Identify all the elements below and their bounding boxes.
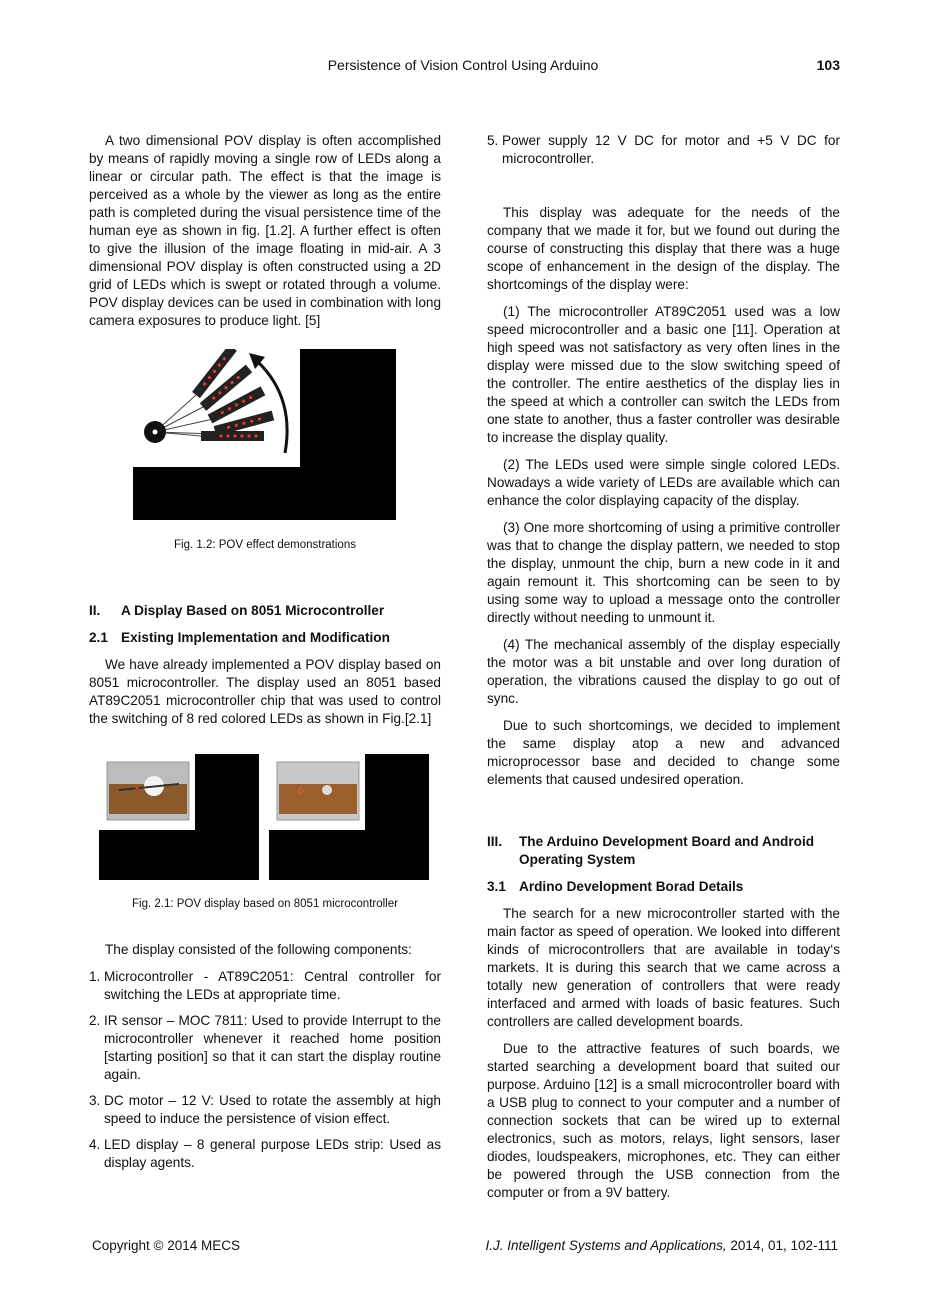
running-title: Persistence of Vision Control Using Arduino [327, 57, 599, 73]
list-item: 3. DC motor – 12 V: Used to rotate the assembly at high speed to induce the persistence of vision effect. [89, 1093, 441, 1126]
svg-text:⟐: ⟐ [297, 786, 305, 797]
list-item: 5. Power supply 12 V DC for motor and +5 V DC for microcontroller. [487, 133, 840, 166]
section-2-title: A Display Based on 8051 Microcontroller [121, 603, 385, 618]
journal-issue: 2014, 01, 102-111 [726, 1238, 838, 1253]
subsection-3-1-title: Ardino Development Borad Details [519, 879, 744, 894]
subsection-3-1-heading [487, 878, 840, 896]
shortcoming-4: (4) The mechanical assembly of the display especially the motor was a bit unstable and over long duration of operation, the vibrations caused the display to go out of sync. [487, 637, 840, 706]
section-2-number: II. [89, 603, 101, 618]
section-3-1-paragraph-b: Due to the attractive features of such boards, we started searching a development board that suited our purpose. Arduino [12] is a small microcontroller board with a USB plug to connect to your computer and a number of connection sockets that can be wired up to external electronics, such as motors, relays, light sensors, laser diodes, loudspeakers, microphones, etc. They can either be powered through the USB connection from the computer or from a 9V battery. [487, 1041, 840, 1200]
adequate-paragraph: This display was adequate for the needs of the company that we made it for, but we found out during the course of constructing this display that there was a huge scope of enhancement in the design of the display. The shortcomings of the display were: [487, 205, 840, 292]
components-intro: The display consisted of the following components: [105, 942, 412, 957]
pov-photo-left [99, 754, 259, 880]
shortcoming-2: (2) The LEDs used were simple single colored LEDs. Nowadays a wide variety of LEDs are available which can enhance the color displaying capacity of the display. [487, 457, 840, 508]
figure-2-1 [99, 754, 441, 880]
journal-name: I.J. Intelligent Systems and Applications, [485, 1238, 727, 1253]
journal-citation [486, 1238, 838, 1253]
due-paragraph: Due to such shortcomings, we decided to implement the same display atop a new and advanced microprocessor base and decided to change some elements that caused undesired operation. [487, 718, 840, 787]
subsection-2-1-number: 2.1 [89, 630, 108, 645]
section-3-number: III. [487, 834, 503, 849]
subsection-2-1-heading [89, 629, 441, 647]
section-2-1-paragraph: We have already implemented a POV display based on 8051 microcontroller. The display used an 8051 based AT89C2051 microcontroller chip that was used to control the switching of 8 red colored LEDs as shown in Fig.[2.1] [89, 657, 441, 726]
figure-1-2-caption: Fig. 1.2: POV effect demonstrations [174, 539, 356, 551]
shortcoming-1: (1) The microcontroller AT89C2051 used was a low speed microcontroller and a basic one [11]. Operation at high speed was not satisfactory as very often lines in the display were missed due to the slow switching speed of the controller. The entire aesthetics of the display lies in the speed at which a controller can switch the LEDs from one state to another, thus a faster controller was desirable to increase the display quality. [487, 304, 840, 445]
intro-paragraph: A two dimensional POV display is often accomplished by means of rapidly moving a single row of LEDs along a linear or circular path. The effect is that the image is perceived as a whole by the viewer as long as the entire path is completed during the visual persistence time of the human eye as shown in fig. [1.2]. A further effect is often to give the illusion of the image floating in mid-air. A 3 dimensional POV display is often constructed using a 2D grid of LEDs which is swept or rotated through a volume. POV display devices can be used in combination with long camera exposures to produce light. [5] [89, 133, 441, 328]
section-3-1-paragraph-a: The search for a new microcontroller started with the main factor as speed of operation. We looked into different kinds of microcontrollers that are available in today‘s markets. It is during this search that we came across a totally new generation of controllers that were ready interfaced and armed with loads of basic features. Such controllers are called development boards. [487, 906, 840, 1029]
page-number: 103 [816, 57, 840, 73]
figure-2-1-caption: Fig. 2.1: POV display based on 8051 microcontroller [132, 898, 398, 910]
list-item: 1. Microcontroller - AT89C2051: Central controller for switching the LEDs at appropriate time. [89, 969, 441, 1002]
subsection-2-1-title: Existing Implementation and Modification [121, 630, 390, 645]
list-item: 2. IR sensor – MOC 7811: Used to provide Interrupt to the microcontroller whenever it reached home position [starting position] so that it can start the display routine again. [89, 1013, 441, 1082]
section-3-title: The Arduino Development Board and Android Operating System [519, 834, 815, 867]
right-column [487, 132, 840, 1211]
section-3-heading [487, 833, 840, 869]
shortcoming-3: (3) One more shortcoming of using a primitive controller was that to change the display pattern, we needed to stop the display, unmount the chip, burn a new code in it and again remount it. This shortcoming can be seen to by using some way to upload a message onto the controller directly without needing to unmount it. [487, 520, 840, 625]
list-item: 4. LED display – 8 general purpose LEDs strip: Used as display agents. [89, 1137, 441, 1170]
section-2-heading [89, 602, 441, 620]
pov-photo-right [269, 754, 429, 880]
subsection-3-1-number: 3.1 [487, 879, 506, 894]
left-column [89, 132, 441, 1180]
pov-demo-image [133, 349, 396, 520]
components-list [89, 968, 441, 1172]
copyright: Copyright © 2014 MECS [92, 1238, 241, 1253]
figure-1-2 [133, 349, 396, 520]
